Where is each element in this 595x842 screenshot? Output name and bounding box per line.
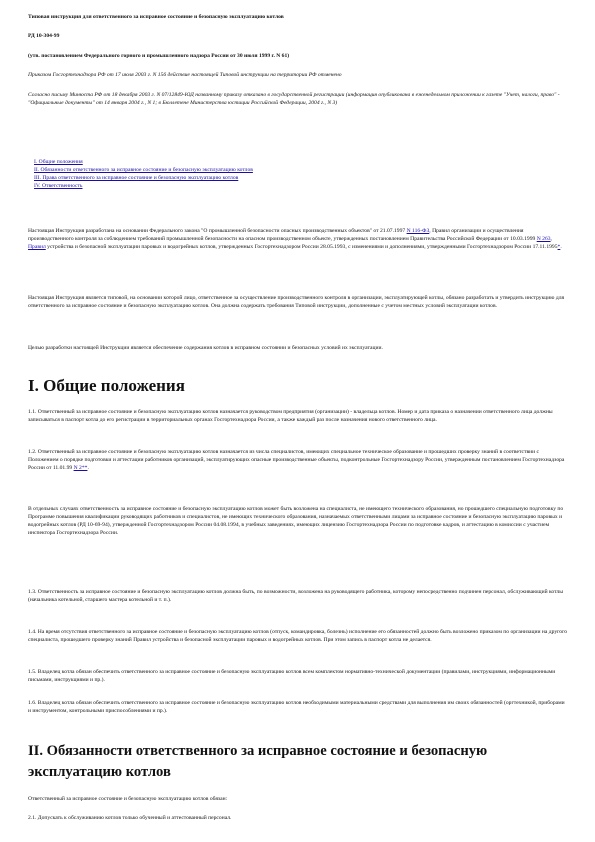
letter-note: Согласно письму Минюста РФ от 18 декабря 2003 г. N 07/12849-ЮД названному приказу отказано в государственной регистрации (информация опубликована в еженедельном приложении к газете "Учет, налоги, право" - "Официальные документы" от 14 января 2004 г., N 1; в Бюллетене Министерства юстиции Российской Федерации, 2004 г., N 3) <box>28 92 560 106</box>
paragraph-1-4 <box>28 629 568 645</box>
approval-block <box>28 53 568 61</box>
document-header <box>28 14 568 22</box>
paragraph-1-2-text: 1.2. Ответственный за исправное состояние и безопасную эксплуатацию котлов назначается из числа специалистов, имеющих специальное техническое образование и прошедших проверку знаний в соответствии с Положением о порядке подготовки и аттестации работников организаций, эксплуатирующих опасные производственные объекты, подконтрольные Госгортехнадзору России, утвержденным постановлением Госгортехнадзора России от 11.01.99 N 2**. <box>28 449 565 471</box>
resolution-263-link[interactable]: N 263 <box>536 235 551 242</box>
intro-text-1: Настоящая Инструкция разработана на основании Федерального закона "О промышленной безопасности опасных производственных объектов" от 21.07.1997 N 116-ФЗ, Правил организации и осуществления производственного контроля за соблюдением требований промышленной безопасности на опасном производственном объекте, утвержденных постановлением Правительства Российской Федерации от 10.03.1999 N 263, Правил устройства и безопасной эксплуатации паровых и водогрейных котлов, утвержденных Госгортехнадзором России 28.05.1993, с изменениями и дополнениями, утвержденными Госгортехнадзором России 17.11.1995*. <box>28 228 562 250</box>
intro-paragraph-3 <box>28 345 568 353</box>
section-2-lead-text: Ответственный за исправное состояние и безопасную эксплуатацию котлов обязан: <box>28 796 228 802</box>
section-2-heading-block <box>28 741 538 783</box>
paragraph-1-5 <box>28 669 568 685</box>
rules-link[interactable]: Правил <box>28 243 46 250</box>
intro-text-2: Настоящая Инструкция является типовой, на основании которой лицо, ответственное за осуществление производственного контроля в организации, эксплуатирующей котлы, обязано разработать и утвердить инструкцию для ответственного за исправное состояние и безопасную эксплуатацию котлов. Она должна содержать требования Типовой инструкции, дополненные с учетом местных условий эксплуатации котлов. <box>28 295 565 309</box>
intro-text-3: Целью разработки настоящей Инструкции является обеспечение содержания котлов в исправном состоянии и безопасных условий их эксплуатации. <box>28 345 383 351</box>
paragraph-1-4-text: 1.4. На время отсутствия ответственного за исправное состояние и безопасную эксплуатацию котлов (отпуск, командировка, болезнь) исполнение его обязанностей должно быть возложено приказом по организации на другого специалиста, прошедшего проверку знаний Правил устройства и безопасной эксплуатации паровых и водогрейных котлов. При этом запись в паспорт котла не делается. <box>28 629 568 643</box>
toc-link-responsibility[interactable]: IV. Ответственность <box>34 182 83 189</box>
order-note: Приказом Госгортехнадзора РФ от 17 июля 2003 г. N 156 действие настоящей Типовой инструкции на территории РФ отменено <box>28 72 342 78</box>
paragraph-1-6 <box>28 700 568 716</box>
table-of-contents <box>34 159 554 191</box>
section-2-lead <box>28 796 568 804</box>
paragraph-1-6-text: 1.6. Владелец котла обязан обеспечить ответственного за исправное состояние и безопасную эксплуатацию котлов необходимыми материальными средствами для выполнения им своих обязанностей (оргтехникой, приборами и инструментом, контрольными приспособлениями и пр.). <box>28 700 565 714</box>
paragraph-1-2 <box>28 449 568 473</box>
approval-note: (утв. постановлением Федерального горного и промышленного надзора России от 30 июля 1999 г. N 61) <box>28 53 290 59</box>
paragraph-1-1-text: 1.1. Ответственный за исправное состояние и безопасную эксплуатацию котлов назначается руководством предприятия (организации) - владельца котлов. Номер и дата приказа о назначении ответственного лица должны записываться в паспорт котла до его регистрации в территориальных органах Госгортехнадзора России, а также каждый раз после назначения нового ответственного лица. <box>28 409 553 423</box>
toc-link-duties[interactable]: II. Обязанности ответственного за исправное состояние и безопасную эксплуатацию котлов <box>34 166 253 173</box>
toc-link-rights[interactable]: III. Права ответственного за исправное состояние и безопасную эксплуатацию котлов <box>34 174 239 181</box>
paragraph-2-1-text: 2.1. Допускать к обслуживанию котлов только обученный и аттестованный персонал. <box>28 815 232 821</box>
footnote-link-1[interactable]: * <box>557 243 561 250</box>
intro-paragraph-2 <box>28 295 568 311</box>
document-code: РД 10-304-99 <box>28 33 60 39</box>
paragraph-1-3 <box>28 589 568 605</box>
paragraph-1-1 <box>28 409 568 425</box>
paragraph-1-5-text: 1.5. Владелец котла обязан обеспечить ответственного за исправное состояние и безопасную эксплуатацию котлов всем комплектом нормативно-технической документации (правилами, инструкциями, информационными письмами, инструкциями и пр.). <box>28 669 556 683</box>
section-1-heading: I. Общие положения <box>28 376 185 395</box>
document-title: Типовая инструкция для ответственного за исправное состояние и безопасную эксплуатацию котлов <box>28 14 284 20</box>
section-2-heading: II. Обязанности ответственного за исправное состояние и безопасную эксплуатацию котлов <box>28 743 488 780</box>
paragraph-2-1 <box>28 815 568 823</box>
letter-note-block <box>28 92 568 108</box>
paragraph-1-3-text: 1.3. Ответственность за исправное состояние и безопасную эксплуатацию котлов должна быть, по возможности, возложена на руководящего работника, которому непосредственно подчинен персонал, обслуживающий котлы (начальника котельной, старшего мастера котельной и т. п.). <box>28 589 563 603</box>
paragraph-special <box>28 506 568 538</box>
toc-link-general[interactable]: I. Общие положения <box>34 159 83 165</box>
intro-paragraph-1 <box>28 228 568 252</box>
law-116-link[interactable]: N 116-ФЗ <box>406 228 430 234</box>
resolution-2-link[interactable]: N 2** <box>73 464 88 471</box>
order-note-block <box>28 72 568 80</box>
section-1-heading-block <box>28 376 568 395</box>
document-code-block <box>28 33 568 41</box>
paragraph-special-text: В отдельных случаях ответственность за исправное состояние и безопасную эксплуатацию котлов может быть возложена на специалиста, не имеющего технического образования, но прошедшего специальную подготовку по Программе повышения квалификации руководящих работников и специалистов, не имеющих технического образования, назначаемых ответственными лицами за исправное состояние и безопасную эксплуатацию паровых и водогрейных котлов (РД 10-69-94), утвержденной Госгортехнадзором России 04.08.1994, в учебных заведениях, имеющих лицензию Госгортехнадзора России по подготовке кадров, и аттестацию в комиссии с участием инспектора Госгортехнадзора России. <box>28 506 564 536</box>
